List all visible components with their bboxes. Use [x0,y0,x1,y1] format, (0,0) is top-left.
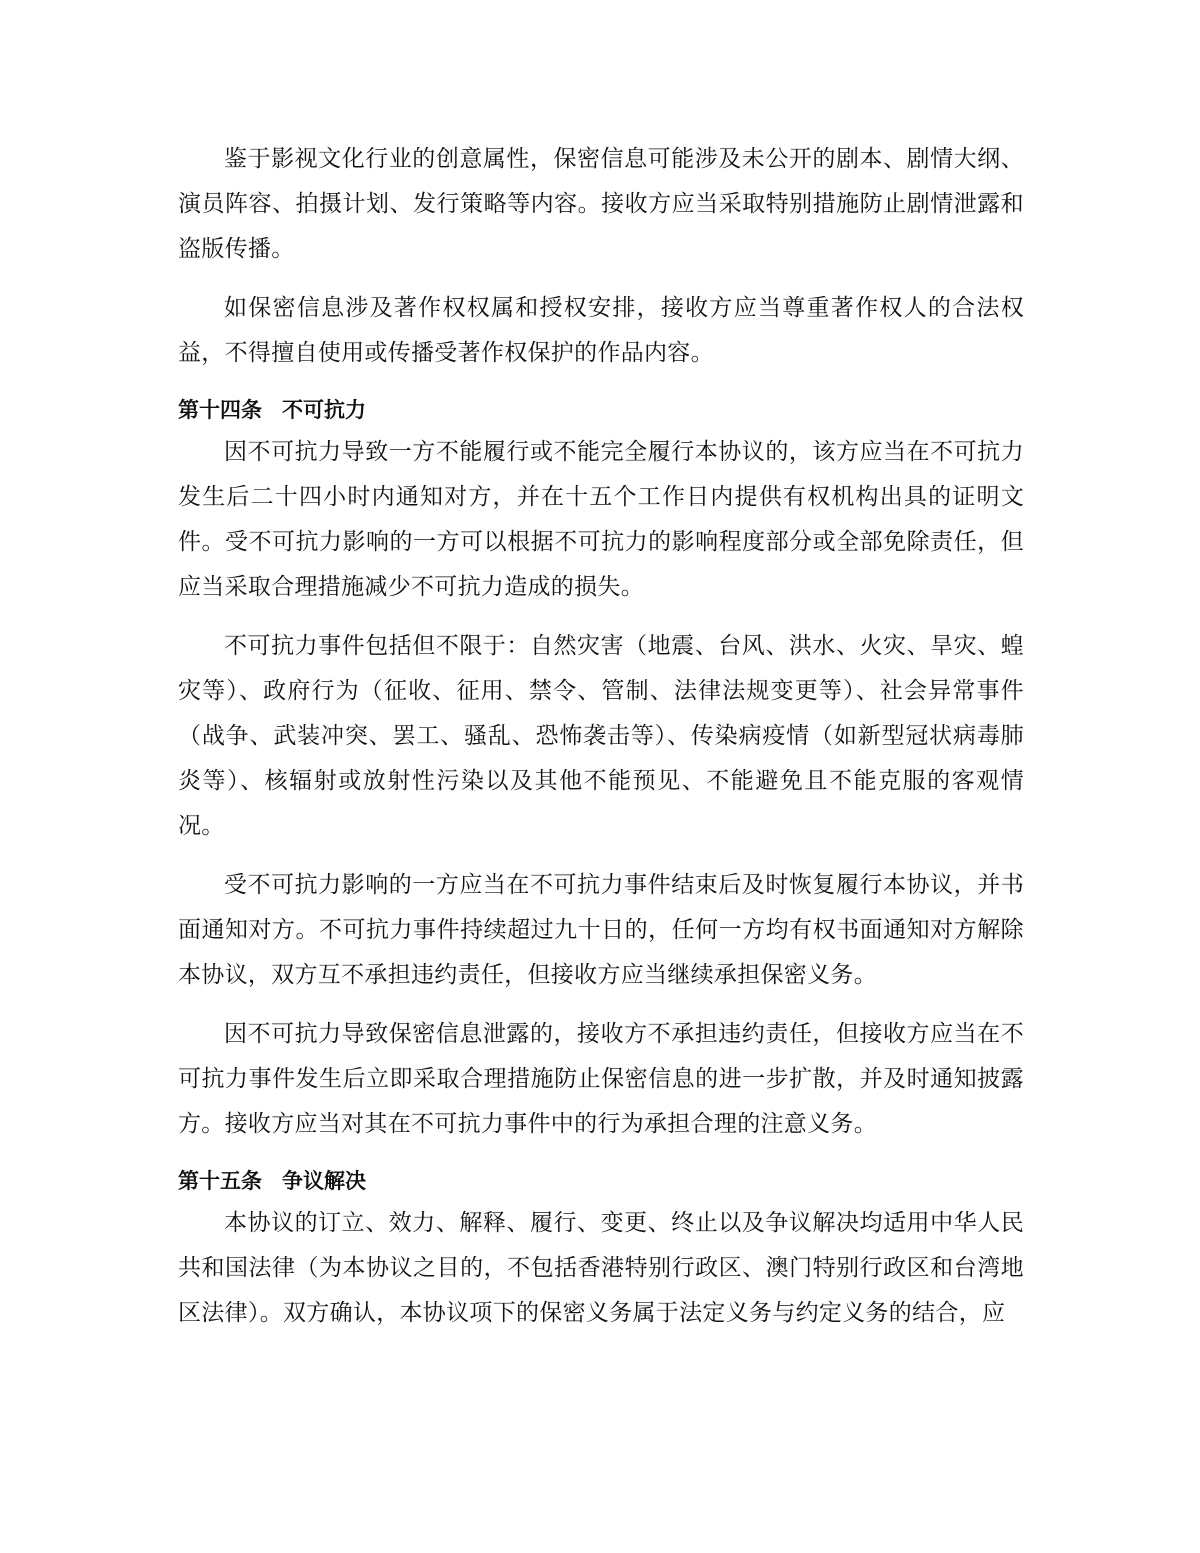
article-15-number: 第十五条 [178,1169,262,1193]
document-page [178,137,1024,1336]
article-14-title: 不可抗力 [282,398,366,422]
article-15-heading [178,1161,1024,1201]
article-15-paragraph: 本协议的订立、效力、解释、履行、变更、终止以及争议解决均适用中华人民共和国法律（为本协议之目的，不包括香港特别行政区、澳门特别行政区和台湾地区法律）。双方确认，本协议项下的保密义务属于法定义务与约定义务的结合，应 [178,1210,1024,1326]
article-15-title: 争议解决 [282,1169,366,1193]
article-14-paragraph: 受不可抗力影响的一方应当在不可抗力事件结束后及时恢复履行本协议，并书面通知对方。不可抗力事件持续超过九十日的，任何一方均有权书面通知对方解除本协议，双方互不承担违约责任，但接收方应当继续承担保密义务。 [178,872,1024,988]
article-14-heading [178,390,1024,430]
article-14-paragraph: 因不可抗力导致一方不能履行或不能完全履行本协议的，该方应当在不可抗力发生后二十四小时内通知对方，并在十五个工作日内提供有权机构出具的证明文件。受不可抗力影响的一方可以根据不可抗力的影响程度部分或全部免除责任，但应当采取合理措施减少不可抗力造成的损失。 [178,439,1024,600]
paragraph-creative-confidentiality: 鉴于影视文化行业的创意属性，保密信息可能涉及未公开的剧本、剧情大纲、演员阵容、拍摄计划、发行策略等内容。接收方应当采取特别措施防止剧情泄露和盗版传播。 [178,146,1024,262]
article-14-paragraph: 不可抗力事件包括但不限于：自然灾害（地震、台风、洪水、火灾、旱灾、蝗灾等）、政府行为（征收、征用、禁令、管制、法律法规变更等）、社会异常事件（战争、武装冲突、罢工、骚乱、恐怖袭击等）、传染病疫情（如新型冠状病毒肺炎等）、核辐射或放射性污染以及其他不能预见、不能避免且不能克服的客观情况。 [178,633,1024,839]
article-14-paragraph: 因不可抗力导致保密信息泄露的，接收方不承担违约责任，但接收方应当在不可抗力事件发生后立即采取合理措施防止保密信息的进一步扩散，并及时通知披露方。接收方应当对其在不可抗力事件中的行为承担合理的注意义务。 [178,1021,1024,1137]
article-14-number: 第十四条 [178,398,262,422]
paragraph-copyright: 如保密信息涉及著作权权属和授权安排，接收方应当尊重著作权人的合法权益，不得擅自使用或传播受著作权保护的作品内容。 [178,295,1024,366]
